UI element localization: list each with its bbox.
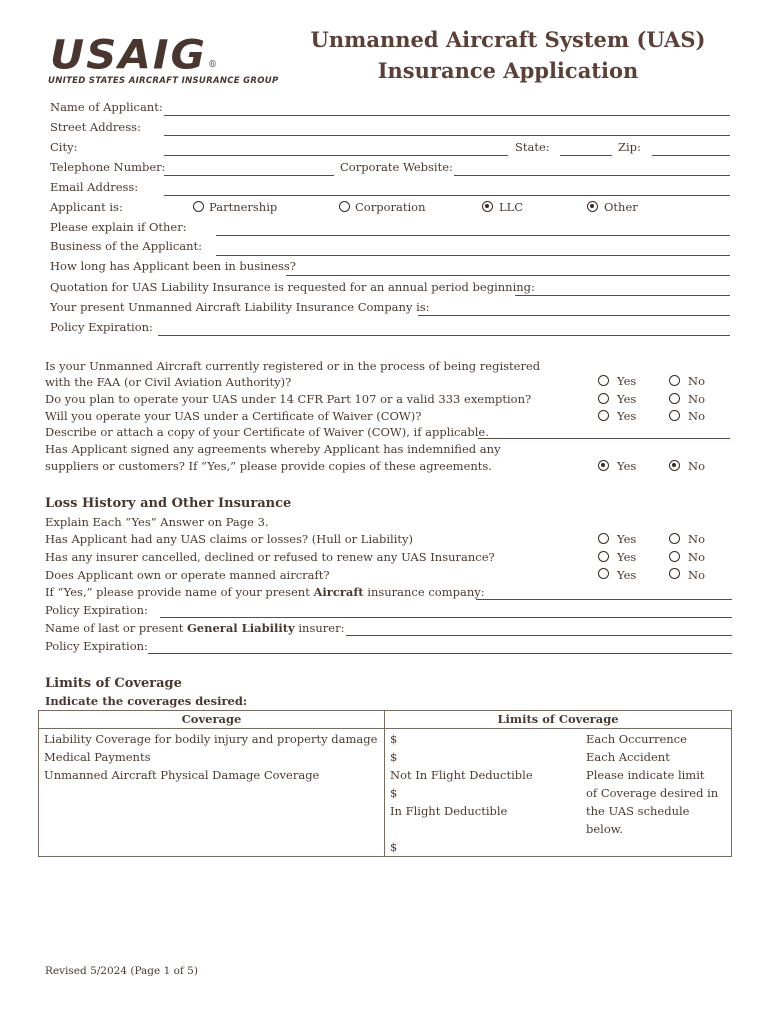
website-label: Corporate Website:	[340, 160, 453, 174]
business-label: Business of the Applicant:	[50, 239, 203, 253]
question-part107: Do you plan to operate your UAS under 14 CFR Part 107 or a valid 333 exemption?	[45, 392, 532, 406]
explain-other-label: Please explain if Other:	[50, 220, 187, 234]
revision-footer: Revised 5/2024 (Page 1 of 5)	[45, 965, 198, 977]
aircraft-insurer-label	[45, 585, 485, 599]
street-address-label: Street Address:	[50, 120, 141, 134]
manned-yes-label: Yes	[617, 568, 637, 582]
coverage-cell	[39, 729, 385, 857]
limit-row-pd-4	[390, 838, 726, 856]
cancelled-yes-label: Yes	[617, 550, 637, 564]
limits-cell	[385, 729, 732, 857]
quotation-field[interactable]	[515, 295, 730, 296]
llc-radio[interactable]	[482, 201, 493, 212]
partnership-label: Partnership	[209, 200, 278, 214]
agreements-no-radio[interactable]	[669, 460, 680, 471]
registered-no-label: No	[688, 374, 705, 388]
aircraft-insurer-text-bold: Aircraft	[313, 585, 364, 599]
logo-subtitle: UNITED STATES AIRCRAFT INSURANCE GROUP	[48, 76, 279, 86]
claims-no-radio[interactable]	[669, 533, 680, 544]
limit-pd-note-3: the UAS schedule below.	[586, 804, 690, 836]
registered-yes-radio[interactable]	[598, 375, 609, 386]
applicant-is-label: Applicant is:	[50, 200, 123, 214]
corporation-radio[interactable]	[339, 201, 350, 212]
part107-yes-label: Yes	[617, 392, 637, 406]
gl-insurer-text-bold: General Liability	[186, 621, 295, 635]
limit-row-pd-3	[390, 802, 726, 838]
limit-row-medical	[390, 748, 726, 766]
agreements-yes-radio[interactable]	[598, 460, 609, 471]
part107-yes-radio[interactable]	[598, 393, 609, 404]
registered-yes-label: Yes	[617, 374, 637, 388]
aircraft-insurer-text-pre: If “Yes,” please provide name of your present	[45, 585, 314, 599]
limits-column-header: Limits of Coverage	[385, 711, 732, 729]
quotation-label: Quotation for UAS Liability Insurance is requested for an annual period beginning:	[50, 280, 535, 294]
cancelled-no-radio[interactable]	[669, 551, 680, 562]
limit-row-pd-2	[390, 784, 726, 802]
coverage-medical: Medical Payments	[44, 750, 151, 764]
coverage-liability: Liability Coverage for bodily injury and property damage	[44, 732, 378, 746]
limit-medical-basis: Each Accident	[586, 750, 670, 764]
partnership-radio[interactable]	[193, 201, 204, 212]
explain-other-field[interactable]	[216, 235, 730, 236]
coverage-table	[38, 710, 732, 857]
present-company-label: Your present Unmanned Aircraft Liability Insurance Company is:	[50, 300, 430, 314]
question-manned-aircraft: Does Applicant own or operate manned aircraft?	[45, 568, 330, 582]
question-describe-cow: Describe or attach a copy of your Certificate of Waiver (COW), if applicable.	[45, 425, 489, 439]
gl-insurer-text-post: insurer:	[294, 621, 345, 635]
other-radio[interactable]	[587, 201, 598, 212]
telephone-field[interactable]	[164, 175, 334, 176]
limit-row-pd-1	[390, 766, 726, 784]
question-agreements-line1: Has Applicant signed any agreements whereby Applicant has indemnified any	[45, 442, 501, 456]
cow-no-radio[interactable]	[669, 410, 680, 421]
zip-field[interactable]	[652, 155, 730, 156]
limit-medical-value[interactable]: $	[390, 750, 398, 764]
manned-yes-radio[interactable]	[598, 568, 609, 579]
email-field[interactable]	[164, 195, 730, 196]
question-claims: Has Applicant had any UAS claims or losses? (Hull or Liability)	[45, 532, 413, 546]
manned-no-radio[interactable]	[669, 568, 680, 579]
coverage-column-header: Coverage	[39, 711, 385, 729]
city-field[interactable]	[164, 155, 508, 156]
gl-insurer-label	[45, 621, 344, 635]
limits-subheading: Indicate the coverages desired:	[45, 694, 248, 708]
loss-policy-expiration-label: Policy Expiration:	[45, 603, 148, 617]
gl-policy-expiration-label: Policy Expiration:	[45, 639, 148, 653]
limit-pd-note-1: Please indicate limit	[586, 768, 705, 782]
cow-yes-radio[interactable]	[598, 410, 609, 421]
present-company-field[interactable]	[418, 315, 730, 316]
aircraft-insurer-text-post: insurance company:	[363, 585, 485, 599]
business-field[interactable]	[216, 255, 730, 256]
gl-insurer-field[interactable]	[346, 635, 732, 636]
question-registered-line1: Is your Unmanned Aircraft currently registered or in the process of being registered	[45, 359, 541, 373]
policy-expiration-field[interactable]	[158, 335, 730, 336]
question-registered-line2: with the FAA (or Civil Aviation Authority)?	[45, 375, 292, 389]
aircraft-insurer-field[interactable]	[476, 599, 732, 600]
corporation-label: Corporation	[355, 200, 426, 214]
claims-no-label: No	[688, 532, 705, 546]
gl-policy-expiration-field[interactable]	[148, 653, 732, 654]
describe-cow-field[interactable]	[478, 438, 730, 439]
limit-pd-not-in-flight-value[interactable]: $	[390, 786, 398, 800]
registered-no-radio[interactable]	[669, 375, 680, 386]
limits-heading: Limits of Coverage	[45, 676, 182, 691]
explain-yes-label: Explain Each “Yes” Answer on Page 3.	[45, 515, 269, 529]
registered-mark: ®	[208, 60, 217, 70]
limit-liability-value[interactable]: $	[390, 732, 398, 746]
usaig-logo: USAIG	[50, 31, 207, 78]
title-line-2: Insurance Application	[377, 58, 639, 83]
part107-no-radio[interactable]	[669, 393, 680, 404]
cow-no-label: No	[688, 409, 705, 423]
zip-label: Zip:	[618, 140, 641, 154]
limit-pd-spacer	[586, 838, 726, 856]
limit-pd-note-2: of Coverage desired in	[586, 786, 719, 800]
agreements-no-label: No	[688, 459, 705, 473]
question-cow: Will you operate your UAS under a Certificate of Waiver (COW)?	[45, 409, 422, 423]
question-agreements-line2: suppliers or customers? If “Yes,” please provide copies of these agreements.	[45, 459, 492, 473]
street-address-field[interactable]	[164, 135, 730, 136]
loss-history-heading: Loss History and Other Insurance	[45, 496, 292, 511]
limit-row-liability	[390, 730, 726, 748]
cancelled-no-label: No	[688, 550, 705, 564]
claims-yes-radio[interactable]	[598, 533, 609, 544]
page-title	[308, 24, 708, 86]
email-label: Email Address:	[50, 180, 139, 194]
question-cancelled: Has any insurer cancelled, declined or refused to renew any UAS Insurance?	[45, 550, 495, 564]
telephone-label: Telephone Number:	[50, 160, 166, 174]
claims-yes-label: Yes	[617, 532, 637, 546]
cow-yes-label: Yes	[617, 409, 637, 423]
gl-insurer-text-pre: Name of last or present	[45, 621, 187, 635]
llc-label: LLC	[499, 200, 524, 214]
limit-pd-in-flight: In Flight Deductible	[390, 804, 508, 818]
name-of-applicant-field[interactable]	[164, 115, 730, 116]
coverage-table-header	[39, 711, 732, 729]
cancelled-yes-radio[interactable]	[598, 551, 609, 562]
how-long-field[interactable]	[286, 275, 730, 276]
coverage-physical-damage: Unmanned Aircraft Physical Damage Coverage	[44, 768, 320, 782]
title-line-1: Unmanned Aircraft System (UAS)	[310, 27, 706, 52]
part107-no-label: No	[688, 392, 705, 406]
name-of-applicant-label: Name of Applicant:	[50, 100, 163, 114]
how-long-label: How long has Applicant been in business?	[50, 259, 296, 273]
limit-liability-basis: Each Occurrence	[586, 732, 687, 746]
manned-no-label: No	[688, 568, 705, 582]
coverage-table-body	[39, 729, 732, 857]
limit-pd-in-flight-value[interactable]: $	[390, 840, 398, 854]
state-label: State:	[515, 140, 550, 154]
policy-expiration-label: Policy Expiration:	[50, 320, 153, 334]
state-field[interactable]	[560, 155, 612, 156]
agreements-yes-label: Yes	[617, 459, 637, 473]
loss-policy-expiration-field[interactable]	[160, 617, 732, 618]
city-label: City:	[50, 140, 78, 154]
other-label: Other	[604, 200, 638, 214]
limit-pd-not-in-flight: Not In Flight Deductible	[390, 768, 533, 782]
website-field[interactable]	[454, 175, 730, 176]
